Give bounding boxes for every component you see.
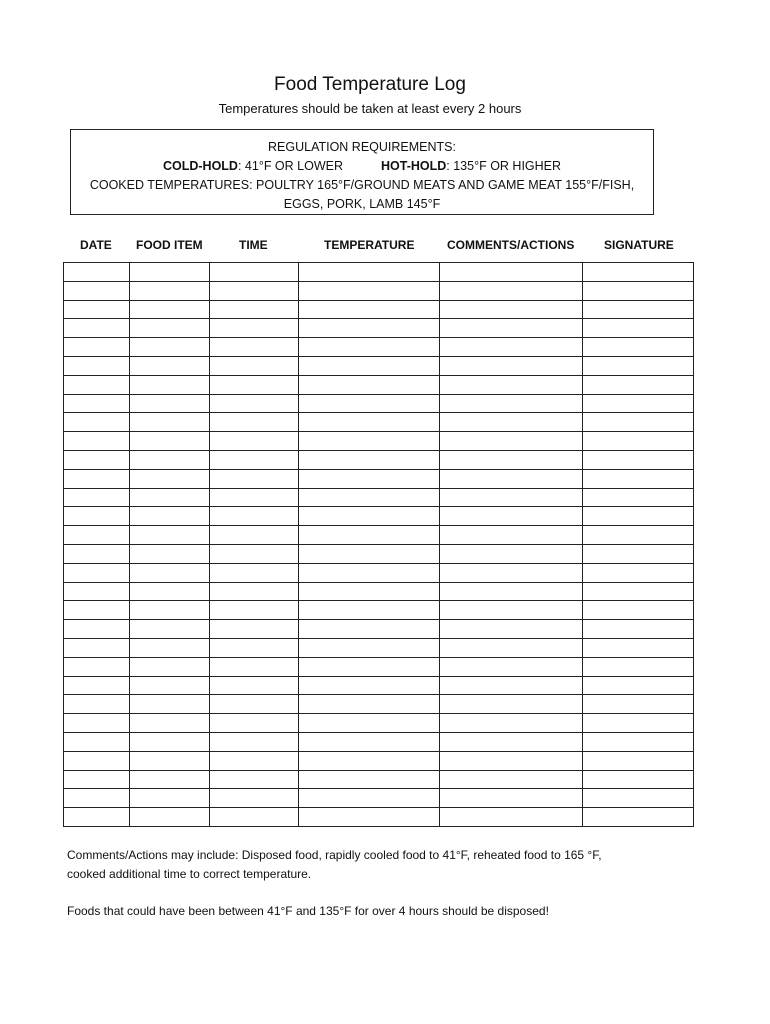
cell-food-item[interactable] bbox=[130, 338, 210, 357]
cell-time[interactable] bbox=[210, 263, 299, 282]
cell-date[interactable] bbox=[64, 601, 130, 620]
cell-date[interactable] bbox=[64, 638, 130, 657]
cell-comments-actions[interactable] bbox=[440, 620, 583, 639]
cell-time[interactable] bbox=[210, 526, 299, 545]
cell-signature[interactable] bbox=[583, 450, 694, 469]
cell-temperature[interactable] bbox=[299, 526, 440, 545]
cell-comments-actions[interactable] bbox=[440, 732, 583, 751]
table-row bbox=[64, 770, 694, 789]
cell-food-item[interactable] bbox=[130, 469, 210, 488]
cell-food-item[interactable] bbox=[130, 695, 210, 714]
cell-time[interactable] bbox=[210, 319, 299, 338]
cell-date[interactable] bbox=[64, 319, 130, 338]
cell-time[interactable] bbox=[210, 789, 299, 808]
cell-date[interactable] bbox=[64, 338, 130, 357]
page-title: Food Temperature Log bbox=[274, 74, 466, 95]
cell-time[interactable] bbox=[210, 676, 299, 695]
cell-food-item[interactable] bbox=[130, 413, 210, 432]
cell-comments-actions[interactable] bbox=[440, 263, 583, 282]
table-row bbox=[64, 638, 694, 657]
column-header-date: DATE bbox=[80, 238, 112, 252]
cell-food-item[interactable] bbox=[130, 563, 210, 582]
cooked-temperatures-line-1: COOKED TEMPERATURES: POULTRY 165°F/GROUND MEATS AND GAME MEAT 155°F/FISH, bbox=[89, 178, 635, 192]
cell-food-item[interactable] bbox=[130, 263, 210, 282]
cell-time[interactable] bbox=[210, 751, 299, 770]
cell-date[interactable] bbox=[64, 544, 130, 563]
table-row bbox=[64, 676, 694, 695]
cell-comments-actions[interactable] bbox=[440, 582, 583, 601]
table-row bbox=[64, 695, 694, 714]
cell-signature[interactable] bbox=[583, 695, 694, 714]
cell-time[interactable] bbox=[210, 394, 299, 413]
cell-food-item[interactable] bbox=[130, 676, 210, 695]
cell-comments-actions[interactable] bbox=[440, 714, 583, 733]
disposal-warning: Foods that could have been between 41°F and 135°F for over 4 hours should be disposed! bbox=[67, 904, 549, 918]
cell-time[interactable] bbox=[210, 544, 299, 563]
cell-signature[interactable] bbox=[583, 789, 694, 808]
table-row bbox=[64, 488, 694, 507]
cell-comments-actions[interactable] bbox=[440, 638, 583, 657]
cell-date[interactable] bbox=[64, 450, 130, 469]
cell-signature[interactable] bbox=[583, 563, 694, 582]
cell-signature[interactable] bbox=[583, 300, 694, 319]
cell-signature[interactable] bbox=[583, 507, 694, 526]
table-row bbox=[64, 563, 694, 582]
cell-date[interactable] bbox=[64, 263, 130, 282]
cell-temperature[interactable] bbox=[299, 413, 440, 432]
cell-comments-actions[interactable] bbox=[440, 544, 583, 563]
table-row bbox=[64, 356, 694, 375]
hold-temperatures-line bbox=[71, 157, 653, 176]
cell-food-item[interactable] bbox=[130, 732, 210, 751]
cell-signature[interactable] bbox=[583, 263, 694, 282]
table-row bbox=[64, 808, 694, 827]
cell-signature[interactable] bbox=[583, 808, 694, 827]
cell-time[interactable] bbox=[210, 714, 299, 733]
table-row bbox=[64, 413, 694, 432]
cell-comments-actions[interactable] bbox=[440, 319, 583, 338]
cell-comments-actions[interactable] bbox=[440, 601, 583, 620]
cell-comments-actions[interactable] bbox=[440, 507, 583, 526]
hot-hold-label: HOT-HOLD bbox=[381, 159, 447, 173]
cell-comments-actions[interactable] bbox=[440, 808, 583, 827]
cell-food-item[interactable] bbox=[130, 808, 210, 827]
cell-food-item[interactable] bbox=[130, 620, 210, 639]
cell-food-item[interactable] bbox=[130, 544, 210, 563]
cell-food-item[interactable] bbox=[130, 432, 210, 451]
cell-signature[interactable] bbox=[583, 676, 694, 695]
cell-date[interactable] bbox=[64, 695, 130, 714]
cell-time[interactable] bbox=[210, 300, 299, 319]
cell-time[interactable] bbox=[210, 507, 299, 526]
cell-food-item[interactable] bbox=[130, 657, 210, 676]
cell-food-item[interactable] bbox=[130, 281, 210, 300]
cell-date[interactable] bbox=[64, 657, 130, 676]
cell-signature[interactable] bbox=[583, 582, 694, 601]
table-row bbox=[64, 263, 694, 282]
cell-time[interactable] bbox=[210, 808, 299, 827]
column-header-signature: SIGNATURE bbox=[604, 238, 674, 252]
cell-food-item[interactable] bbox=[130, 450, 210, 469]
cell-comments-actions[interactable] bbox=[440, 789, 583, 808]
cell-comments-actions[interactable] bbox=[440, 300, 583, 319]
cell-food-item[interactable] bbox=[130, 375, 210, 394]
cell-food-item[interactable] bbox=[130, 300, 210, 319]
cell-time[interactable] bbox=[210, 469, 299, 488]
cell-temperature[interactable] bbox=[299, 507, 440, 526]
cell-comments-actions[interactable] bbox=[440, 375, 583, 394]
cell-temperature[interactable] bbox=[299, 657, 440, 676]
cell-signature[interactable] bbox=[583, 620, 694, 639]
cell-time[interactable] bbox=[210, 563, 299, 582]
cell-food-item[interactable] bbox=[130, 356, 210, 375]
cell-food-item[interactable] bbox=[130, 507, 210, 526]
cell-time[interactable] bbox=[210, 638, 299, 657]
cell-date[interactable] bbox=[64, 375, 130, 394]
cell-date[interactable] bbox=[64, 582, 130, 601]
cell-comments-actions[interactable] bbox=[440, 676, 583, 695]
cell-signature[interactable] bbox=[583, 714, 694, 733]
cell-temperature[interactable] bbox=[299, 563, 440, 582]
cell-date[interactable] bbox=[64, 770, 130, 789]
cell-temperature[interactable] bbox=[299, 638, 440, 657]
table-row bbox=[64, 714, 694, 733]
table-row bbox=[64, 394, 694, 413]
cell-signature[interactable] bbox=[583, 488, 694, 507]
cell-date[interactable] bbox=[64, 488, 130, 507]
cell-time[interactable] bbox=[210, 695, 299, 714]
table-row bbox=[64, 338, 694, 357]
table-row bbox=[64, 751, 694, 770]
cell-temperature[interactable] bbox=[299, 601, 440, 620]
cell-temperature[interactable] bbox=[299, 582, 440, 601]
cell-temperature[interactable] bbox=[299, 488, 440, 507]
cell-food-item[interactable] bbox=[130, 770, 210, 789]
column-header-comments-actions: COMMENTS/ACTIONS bbox=[447, 238, 575, 252]
cell-temperature[interactable] bbox=[299, 676, 440, 695]
cell-signature[interactable] bbox=[583, 601, 694, 620]
column-header-food-item: FOOD ITEM bbox=[136, 238, 203, 252]
cell-comments-actions[interactable] bbox=[440, 695, 583, 714]
cell-signature[interactable] bbox=[583, 319, 694, 338]
comments-actions-note bbox=[67, 846, 667, 884]
cell-food-item[interactable] bbox=[130, 394, 210, 413]
cell-food-item[interactable] bbox=[130, 714, 210, 733]
cell-time[interactable] bbox=[210, 450, 299, 469]
cell-signature[interactable] bbox=[583, 413, 694, 432]
table-row bbox=[64, 601, 694, 620]
cell-temperature[interactable] bbox=[299, 469, 440, 488]
cell-date[interactable] bbox=[64, 300, 130, 319]
cell-date[interactable] bbox=[64, 732, 130, 751]
cell-date[interactable] bbox=[64, 714, 130, 733]
table-row bbox=[64, 582, 694, 601]
table-row bbox=[64, 469, 694, 488]
table-row bbox=[64, 789, 694, 808]
cell-food-item[interactable] bbox=[130, 638, 210, 657]
cell-time[interactable] bbox=[210, 488, 299, 507]
cell-signature[interactable] bbox=[583, 751, 694, 770]
cell-comments-actions[interactable] bbox=[440, 751, 583, 770]
cell-signature[interactable] bbox=[583, 338, 694, 357]
cell-temperature[interactable] bbox=[299, 732, 440, 751]
cell-signature[interactable] bbox=[583, 657, 694, 676]
cell-time[interactable] bbox=[210, 413, 299, 432]
table-row bbox=[64, 281, 694, 300]
cell-time[interactable] bbox=[210, 338, 299, 357]
cell-temperature[interactable] bbox=[299, 394, 440, 413]
cell-temperature[interactable] bbox=[299, 375, 440, 394]
cell-date[interactable] bbox=[64, 356, 130, 375]
cell-time[interactable] bbox=[210, 732, 299, 751]
log-table-body bbox=[64, 263, 694, 827]
cell-signature[interactable] bbox=[583, 356, 694, 375]
cell-signature[interactable] bbox=[583, 732, 694, 751]
cell-temperature[interactable] bbox=[299, 808, 440, 827]
cell-temperature[interactable] bbox=[299, 695, 440, 714]
cell-temperature[interactable] bbox=[299, 770, 440, 789]
requirements-heading: REGULATION REQUIREMENTS: bbox=[268, 140, 456, 154]
cell-comments-actions[interactable] bbox=[440, 413, 583, 432]
cell-time[interactable] bbox=[210, 432, 299, 451]
cell-signature[interactable] bbox=[583, 469, 694, 488]
comments-note-line-2: cooked additional time to correct temperature. bbox=[67, 867, 312, 881]
cell-date[interactable] bbox=[64, 413, 130, 432]
cell-date[interactable] bbox=[64, 394, 130, 413]
cell-temperature[interactable] bbox=[299, 356, 440, 375]
regulation-requirements-box bbox=[70, 129, 654, 215]
cell-temperature[interactable] bbox=[299, 263, 440, 282]
cell-signature[interactable] bbox=[583, 394, 694, 413]
table-column-headers bbox=[0, 238, 770, 254]
cell-date[interactable] bbox=[64, 563, 130, 582]
cell-time[interactable] bbox=[210, 620, 299, 639]
cell-date[interactable] bbox=[64, 507, 130, 526]
cell-date[interactable] bbox=[64, 281, 130, 300]
cell-time[interactable] bbox=[210, 601, 299, 620]
temperature-log-table bbox=[63, 262, 694, 827]
cell-signature[interactable] bbox=[583, 281, 694, 300]
cell-temperature[interactable] bbox=[299, 714, 440, 733]
cell-comments-actions[interactable] bbox=[440, 338, 583, 357]
cell-food-item[interactable] bbox=[130, 526, 210, 545]
cell-signature[interactable] bbox=[583, 638, 694, 657]
cell-comments-actions[interactable] bbox=[440, 450, 583, 469]
cell-food-item[interactable] bbox=[130, 488, 210, 507]
table-row bbox=[64, 544, 694, 563]
cell-time[interactable] bbox=[210, 582, 299, 601]
cell-comments-actions[interactable] bbox=[440, 563, 583, 582]
cell-temperature[interactable] bbox=[299, 319, 440, 338]
cold-hold-value: : 41°F OR LOWER bbox=[237, 159, 343, 173]
comments-note-line-1: Comments/Actions may include: Disposed food, rapidly cooled food to 41°F, reheated food to 165 °F, bbox=[67, 848, 602, 862]
cell-signature[interactable] bbox=[583, 544, 694, 563]
cell-date[interactable] bbox=[64, 469, 130, 488]
cell-time[interactable] bbox=[210, 770, 299, 789]
cell-signature[interactable] bbox=[583, 770, 694, 789]
cell-food-item[interactable] bbox=[130, 601, 210, 620]
table-row bbox=[64, 526, 694, 545]
cell-temperature[interactable] bbox=[299, 281, 440, 300]
cell-food-item[interactable] bbox=[130, 789, 210, 808]
cell-comments-actions[interactable] bbox=[440, 394, 583, 413]
cell-comments-actions[interactable] bbox=[440, 432, 583, 451]
table-row bbox=[64, 300, 694, 319]
cell-time[interactable] bbox=[210, 657, 299, 676]
cell-time[interactable] bbox=[210, 375, 299, 394]
column-header-time: TIME bbox=[239, 238, 268, 252]
table-row bbox=[64, 375, 694, 394]
page-subtitle: Temperatures should be taken at least every 2 hours bbox=[218, 101, 522, 116]
table-row bbox=[64, 319, 694, 338]
cell-food-item[interactable] bbox=[130, 582, 210, 601]
cell-signature[interactable] bbox=[583, 432, 694, 451]
cell-food-item[interactable] bbox=[130, 319, 210, 338]
cell-comments-actions[interactable] bbox=[440, 657, 583, 676]
cell-signature[interactable] bbox=[583, 526, 694, 545]
cell-comments-actions[interactable] bbox=[440, 469, 583, 488]
cell-date[interactable] bbox=[64, 676, 130, 695]
cell-temperature[interactable] bbox=[299, 450, 440, 469]
cell-date[interactable] bbox=[64, 789, 130, 808]
cold-hold-label: COLD-HOLD bbox=[162, 159, 238, 173]
cell-food-item[interactable] bbox=[130, 751, 210, 770]
table-row bbox=[64, 432, 694, 451]
cell-comments-actions[interactable] bbox=[440, 488, 583, 507]
cooked-temperatures-line-2: EGGS, PORK, LAMB 145°F bbox=[283, 197, 441, 211]
cell-time[interactable] bbox=[210, 281, 299, 300]
table-row bbox=[64, 620, 694, 639]
cell-temperature[interactable] bbox=[299, 751, 440, 770]
cell-temperature[interactable] bbox=[299, 620, 440, 639]
cell-time[interactable] bbox=[210, 356, 299, 375]
table-row bbox=[64, 657, 694, 676]
cell-temperature[interactable] bbox=[299, 789, 440, 808]
column-header-temperature: TEMPERATURE bbox=[324, 238, 415, 252]
table-row bbox=[64, 450, 694, 469]
cell-temperature[interactable] bbox=[299, 432, 440, 451]
cell-date[interactable] bbox=[64, 526, 130, 545]
cell-temperature[interactable] bbox=[299, 338, 440, 357]
cell-date[interactable] bbox=[64, 620, 130, 639]
cell-temperature[interactable] bbox=[299, 300, 440, 319]
hot-hold-value: : 135°F OR HIGHER bbox=[446, 159, 562, 173]
cell-comments-actions[interactable] bbox=[440, 770, 583, 789]
cell-signature[interactable] bbox=[583, 375, 694, 394]
cell-date[interactable] bbox=[64, 432, 130, 451]
table-row bbox=[64, 507, 694, 526]
cell-comments-actions[interactable] bbox=[440, 356, 583, 375]
table-row bbox=[64, 732, 694, 751]
cell-date[interactable] bbox=[64, 751, 130, 770]
cell-date[interactable] bbox=[64, 808, 130, 827]
cell-comments-actions[interactable] bbox=[440, 526, 583, 545]
cell-temperature[interactable] bbox=[299, 544, 440, 563]
cell-comments-actions[interactable] bbox=[440, 281, 583, 300]
